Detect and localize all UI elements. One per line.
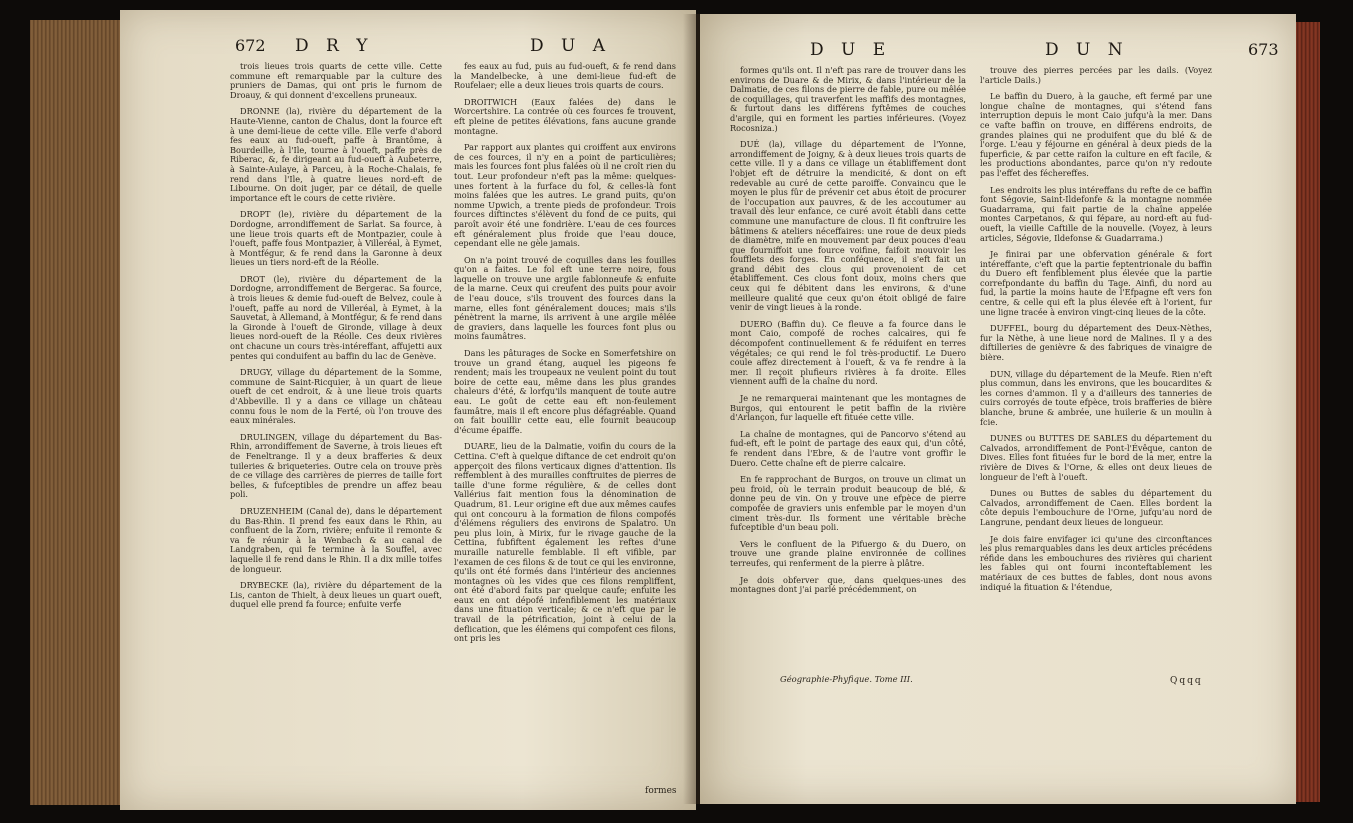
paragraph: fes eaux au fud, puis au fud-oueft, & fe rend dans la Mandelbecke, à une demi-lieue fud-eft de Roufelaer; elle a deux lieues trois quarts de cours.	[454, 61, 676, 91]
paragraph: DROPT (le), rivière du département de la Dordogne, arrondiffement de Sarlat. Sa fource, à une lieue trois quarts eft de Montpazier, coule à l'oueft, paffe fous Montpazier, à Villeréal, à Eymet, à Montfégur, & fe rend dans la Garonne à deux lieues un tiers nord-eft de la Réolle.	[230, 209, 442, 268]
paragraph: Par rapport aux plantes qui croiffent aux environs de ces fources, il n'y en a point de particulières; mais les fources font plus falées où il ne croît rien du tout. Leur profondeur n'eft pas la même: quelques-unes fortent à la furface du fol, & celles-là font moins falées que les autres. Le grand puits, qu'on nomme Upwich, a trente pieds de profondeur. Trois fources diftinctes s'élèvent du fond de ce puits, qui paroît avoir été une fondrière. L'eau de ces fources eft généralement plus froide que l'eau douce, cependant elle ne gèle jamais.	[454, 142, 676, 249]
paragraph: trois lieues trois quarts de cette ville. Cette commune eft remarquable par la culture des pruniers de Damas, qui ont pris le furnom de Droauy, & qui donnent d'excellens pruneaux.	[230, 61, 442, 100]
left-page-column-2	[454, 62, 676, 651]
paragraph: Dunes ou Buttes de sables du département du Calvados, arrondiffement de Caen. Elles bordent la côte depuis l'embouchure de l'Orne, jufqu'au nord de Langrune, pendant deux lieues de longueur.	[980, 488, 1212, 527]
left-running-head-right: D U A	[530, 36, 612, 56]
left-page-number: 672	[235, 36, 266, 55]
paragraph: DUERO (Baffin du). Ce fleuve a fa fource dans le mont Caio, compofé de roches calcaires, qui fe décompofent continuellement & fe réduifent en terres végétales; ce qui rend le fol très-productif. Le Duero coule affez directement à l'oueft, & va fe rendre à la mer. Il reçoit plufieurs rivières à fa droite. Elles viennent auffi de la chaîne du nord.	[730, 318, 966, 387]
left-running-head-left: D R Y	[295, 36, 374, 56]
paragraph: DRUZENHEIM (Canal de), dans le département du Bas-Rhin. Il prend fes eaux dans le Rhin, au confluent de la Zorn, rivière; enfuite il remonte & va fe réunir à la Wenbach & au canal de Landgraben, qui fe termine à la Souffel, avec laquelle il fe rend dans le Rhin. Il a dix mille toifes de longueur.	[230, 505, 442, 574]
paragraph: DRULINGEN, village du département du Bas-Rhin, arrondiffement de Saverne, à trois lieues eft de Feneltrange. Il y a deux brafferies & deux tuileries & briqueteries. Outre cela on trouve près de ce village des carrières de pierres de taille fort belles, & fufceptibles de prendre un affez beau poli.	[230, 431, 442, 500]
paragraph: DUN, village du département de la Meufe. Rien n'eft plus commun, dans les environs, que les boucardites & les cornes d'ammon. Il y a d'ailleurs des tanneries de cuirs corroyés de toute efpèce, trois brafferies de bière blanche, brune & ambrée, une huilerie & un moulin à fcie.	[980, 368, 1212, 427]
paragraph: Vers le confluent de la Pifuergo & du Duero, on trouve une grande plaine environnée de collines terreufes, qui renferment de la pierre à plâtre.	[730, 538, 966, 568]
paragraph: La chaîne de montagnes, qui de Pancorvo s'étend au fud-eft, eft le point de partage des eaux qui, d'un côté, fe rendent dans l'Ebre, & de l'autre vont groffir le Duero. Cette chaîne eft de pierre calcaire.	[730, 428, 966, 468]
paragraph: trouve des pierres percées par les dails. (Voyez l'article Dails.)	[980, 65, 1212, 85]
paragraph: Les endroits les plus intéreffans du refte de ce baffin font Ségovie, Saint-Ildefonfe & la montagne nommée Guadarrama, qui fait partie de la chaîne appelée montes Carpetanos, & qui fépare, au nord-eft au fud-oueft, la vieille Caftille de la nouvelle. (Voyez, à leurs articles, Ségovie, Ildefonse & Guadarrama.)	[980, 184, 1212, 243]
paragraph: On n'a point trouvé de coquilles dans les fouilles qu'on a faites. Le fol eft une terre noire, fous laquelle on trouve une argile fablonneufe & enfuite de la marne. Ceux qui creufent des puits pour avoir de l'eau douce, s'ils trouvent des fources dans la marne, elles font généralement douces; mais s'ils pénètrent la marne, ils arrivent à une argile mêlée de graviers, dans laquelle les fources font plus ou moins faumâtres.	[454, 254, 676, 342]
paragraph: Je dois obferver que, dans quelques-unes des montagnes dont j'ai parlé précédemment, on	[730, 574, 966, 595]
paragraph: DRYBECKE (la), rivière du département de la Lis, canton de Thielt, à deux lieues un quart oueft, duquel elle prend fa fource; enfuite verfe	[230, 580, 442, 610]
paragraph: DUNES ou BUTTES DE SABLES du département du Calvados, arrondiffement de Pont-l'Évêque, canton de Dives. Elles font fituées fur le bord de la mer, entre la rivière de Dives & l'Orne, & elles ont deux lieues de longueur de l'eft à l'oueft.	[980, 433, 1212, 482]
paragraph: DRONNE (la), rivière du département de la Haute-Vienne, canton de Chalus, dont la fource eft à une demi-lieue de cette ville. Elle verfe d'abord fes eaux au fud-oueft, paffe à Brantôme, à Bourdeille, à l'Ile, tourne à l'oueft, paffe près de Riberac, &, fe dirigeant au fud-oueft à Aubeterre, à Sainte-Aulaye, à Parceu, à la Roche-Chalais, fe rend dans l'Ile, à quatre lieues nord-eft de Libourne. On doit juger, par ce détail, de quelle importance eft le cours de cette rivière.	[230, 106, 442, 203]
right-page-column-1	[730, 66, 966, 602]
paragraph: DROT (le), rivière du département de la Dordogne, arrondiffement de Bergerac. Sa fource, à trois lieues & demie fud-oueft de Belvez, coule à l'oueft, paffe au nord de Villeréal, à Eymet, à la Sauvetat, à Allemand, à Montfégur, & fe rend dans la Gironde à l'oueft de Gironde, village à deux lieues nord-oueft de la Réolle. Ces deux rivières ont chacune un cours très-intéreffant, affujetti aux pentes qui conduifent au baffin du lac de Genève.	[230, 273, 442, 361]
paragraph: DROITWICH (Eaux falées de) dans le Worcertshire. La contrée où ces fources fe trouvent, eft pleine de petites élévations, fans aucune grande montagne.	[454, 96, 676, 136]
paragraph: Je dois faire envifager ici qu'une des circonftances les plus remarquables dans les deux articles précédens réfide dans les embouchures des rivières qui charient les fables qui ont fourni inconteftablement les matériaux de ces buttes de fables, dont nous avons indiqué la fituation & l'étendue,	[980, 533, 1212, 592]
left-page	[120, 10, 696, 810]
paragraph: DUÉ (la), village du département de l'Yonne, arrondiffement de Joigny, & à deux lieues trois quarts de cette ville. Il y a dans ce village un établiffement dont l'objet eft de détruire la mendicité, & dont on eft redevable au curé de cette paroiffe. Convaincu que le moyen le plus fûr de prévenir cet abus étoit de procurer de l'occupation aux pauvres, & de les accoutumer au travail dès leur enfance, ce curé avoit établi dans cette commune une manufacture de clous. Il fit conftruire les bâtimens & ateliers néceffaires: une roue de deux pieds de diamètre, mife en mouvement par deux pouces d'eau que fourniffoit une fource voifine, faifoit mouvoir les foufflets des forges. En conféquence, il s'eft fait un grand débit des clous qui provenoient de cet établiffement. Ces clous font doux, moins chers que ceux qui fe débitent dans les environs, & d'une meilleure qualité que ceux qu'on étoit obligé de faire venir de vingt lieues à la ronde.	[730, 139, 966, 313]
paragraph: Je finirai par une obfervation générale & fort intéreffante, c'eft que la partie feptentrionale du baffin du Duero eft fenfiblement plus élevée que la partie correfpondante du baffin du Tage. Ainfi, du nord au fud, la partie la moins haute de l'Efpagne eft vers fon centre, & celle qui eft la plus élevée eft à l'orient, fur une ligne tracée à environ vingt-cinq lieues de la côte.	[980, 249, 1212, 317]
right-running-head-right: D U N	[1045, 40, 1129, 60]
paragraph: Le baffin du Duero, à la gauche, eft fermé par une longue chaîne de montagnes, qui s'étend fans interruption depuis le mont Caio jufqu'à la mer. Dans ce vafte baffin on trouve, en différens endroits, de grandes plaines qui ne produifent que du blé & de l'orge. L'eau y féjourne en général à deux pieds de la fuperficie, & par cette raifon la culture en eft facile, & les productions abondantes, parce qu'on n'y redoute pas l'effet des féchereffes.	[980, 91, 1212, 178]
paragraph: Je ne remarquerai maintenant que les montagnes de Burgos, qui entourent le petit baffin de la rivière d'Arlançon, fur laquelle eft fituée cette ville.	[730, 393, 966, 423]
right-page-number: 673	[1248, 40, 1279, 59]
left-catchword: formes	[645, 786, 677, 796]
right-page-column-2	[980, 66, 1212, 599]
paragraph: En fe rapprochant de Burgos, on trouve un climat un peu froid, où le terrain produit beaucoup de blé, & donne peu de vin. On y trouve une efpèce de pierre compofée de graviers unis enfemble par le moyen d'un ciment très-dur. Ils forment une véritable brèche fufceptible d'un beau poli.	[730, 474, 966, 533]
paragraph: formes qu'ils ont. Il n'eft pas rare de trouver dans les environs de Duare & de Mirix, & dans l'intérieur de la Dalmatie, de ces filons de pierre de fable, pure ou mêlée de coquillages, qui traverfent les maffifs des montagnes, & furtout dans les différens fyftêmes de couches d'argile, qui en forment les parties inférieures. (Voyez Rocosniza.)	[730, 65, 966, 133]
right-page	[700, 14, 1296, 804]
right-footer: Géographie-Phyfique. Tome III.	[780, 674, 913, 684]
paragraph: DRUGY, village du département de la Somme, commune de Saint-Ricquier, à un quart de lieue oueft de cet endroit, & à une lieue trois quarts d'Abbeville. Il y a dans ce village un château connu fous le nom de la Ferté, où l'on trouve des eaux minérales.	[230, 367, 442, 426]
paragraph: DUFFEL, bourg du département des Deux-Nèthes, fur la Nèthe, à une lieue nord de Malines. Il y a des diftilleries de genièvre & des fabriques de vinaigre de bière.	[980, 323, 1212, 363]
paragraph: Dans les pâturages de Socke en Somerfetshire on trouve un grand étang, auquel les pigeons fe rendent; mais les troupeaux ne veulent point du tout boire de cette eau, même dans les plus grandes chaleurs d'été, & lorfqu'ils manquent de toute autre eau. Le goût de cette eau eft non-feulement faumâtre, mais il eft encore plus défagréable. Quand on fait bouillir cette eau, elle fournit beaucoup d'écume épaiffe.	[454, 348, 676, 435]
right-running-head-left: D U E	[810, 40, 892, 60]
right-signature: Qqqq	[1170, 676, 1203, 686]
paragraph: DUARE, lieu de la Dalmatie, voifin du cours de la Cettina. C'eft à quelque diftance de cet endroit qu'on apperçoit des filons verticaux dignes d'attention. Ils reffemblent à des murailles conftruites de pierres de taille d'une forme régulière, & de celles dont Vallérius fait mention fous la dénomination de Quadrum, 81. Leur origine eft due aux mêmes caufes qui ont concouru à la formation de filons compofés d'élémens réguliers des environs de Spalatro. Un peu plus loin, à Mirix, fur le rivage gauche de la Cettina, fubfiftent également les reftes d'une muraille naturelle femblable. Il eft vifible, par l'examen de ces filons & de tout ce qui les environne, qu'ils ont été formés dans l'intérieur des anciennes montagnes où les vides que ces filons rempliffent, ont été d'abord faits par quelque caufe; enfuite les eaux en ont dépofé infenfiblement les matériaux dans une fituation verticale; & ce n'eft que par le travail de la pétrification, joint à celui de la deflication, que les élémens qui compofent ces filons, ont pris les	[454, 441, 676, 644]
left-page-column-1	[230, 62, 442, 617]
